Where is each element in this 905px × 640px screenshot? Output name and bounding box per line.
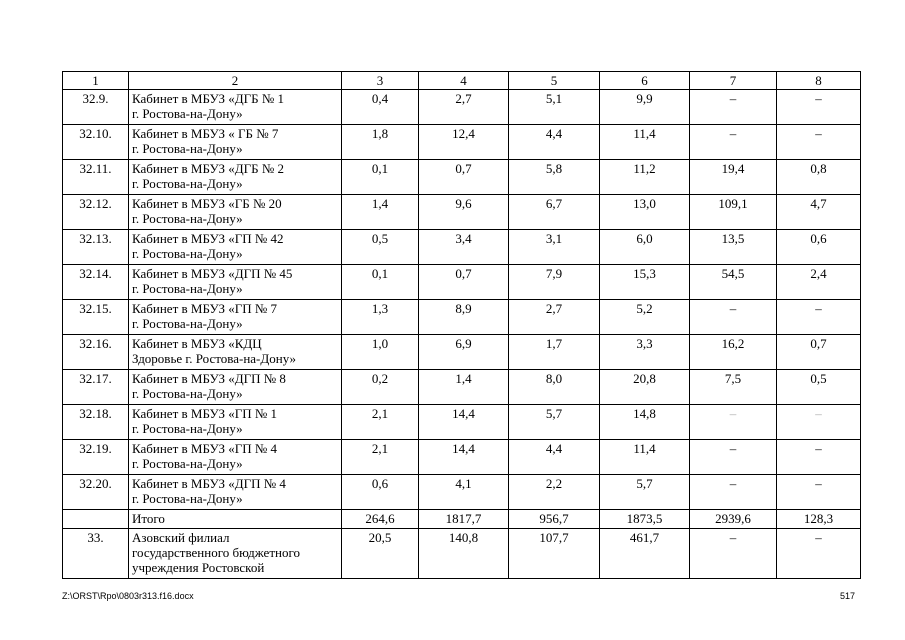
cell-value-4: 8,9 xyxy=(419,300,509,335)
cell-value-8: 2,4 xyxy=(777,265,861,300)
cell-name-line: г. Ростова-на-Дону» xyxy=(132,421,243,436)
cell-value-3: 20,5 xyxy=(342,529,419,579)
cell-value-5: 6,7 xyxy=(509,195,600,230)
column-header: 4 xyxy=(419,72,509,90)
cell-value-8: 128,3 xyxy=(777,510,861,529)
cell-name xyxy=(129,300,342,335)
cell-value-8: – xyxy=(777,440,861,475)
cell-value-3: 0,1 xyxy=(342,160,419,195)
cell-value-6: 9,9 xyxy=(600,90,690,125)
cell-number: 32.20. xyxy=(63,475,129,510)
cell-value-4: 0,7 xyxy=(419,265,509,300)
cell-value-5: 956,7 xyxy=(509,510,600,529)
cell-name-line: Кабинет в МБУЗ «ГП № 1 xyxy=(132,406,278,421)
cell-value-5: 5,8 xyxy=(509,160,600,195)
cell-value-7: 19,4 xyxy=(690,160,777,195)
cell-value-3: 0,4 xyxy=(342,90,419,125)
cell-name-line: Азовский филиал xyxy=(132,530,230,545)
cell-value-6: 11,4 xyxy=(600,125,690,160)
cell-name xyxy=(129,405,342,440)
cell-value-6: 11,2 xyxy=(600,160,690,195)
table-row xyxy=(63,195,861,230)
cell-name-line: г. Ростова-на-Дону» xyxy=(132,281,243,296)
cell-name-line: Кабинет в МБУЗ «ГБ № 20 xyxy=(132,196,282,211)
cell-value-4: 0,7 xyxy=(419,160,509,195)
cell-value-3: 2,1 xyxy=(342,440,419,475)
cell-name-line: г. Ростова-на-Дону» xyxy=(132,386,243,401)
cell-value-8: – xyxy=(777,529,861,579)
cell-value-3: 1,8 xyxy=(342,125,419,160)
cell-name-line: г. Ростова-на-Дону» xyxy=(132,141,243,156)
cell-value-5: 5,1 xyxy=(509,90,600,125)
cell-name-line: Кабинет в МБУЗ «ДГБ № 1 xyxy=(132,91,285,106)
cell-value-5: 1,7 xyxy=(509,335,600,370)
cell-value-7: – xyxy=(690,90,777,125)
cell-name xyxy=(129,335,342,370)
cell-number: 32.11. xyxy=(63,160,129,195)
cell-value-4: 12,4 xyxy=(419,125,509,160)
cell-value-6: 5,2 xyxy=(600,300,690,335)
cell-value-5: 2,2 xyxy=(509,475,600,510)
column-header: 7 xyxy=(690,72,777,90)
cell-name-line: г. Ростова-на-Дону» xyxy=(132,106,243,121)
table-total-row xyxy=(63,510,861,529)
cell-name xyxy=(129,160,342,195)
cell-name xyxy=(129,125,342,160)
cell-value-4: 4,1 xyxy=(419,475,509,510)
cell-name-line: Кабинет в МБУЗ «ДГП № 45 xyxy=(132,266,293,281)
cell-value-3: 1,3 xyxy=(342,300,419,335)
cell-value-3: 0,5 xyxy=(342,230,419,265)
cell-value-4: 2,7 xyxy=(419,90,509,125)
cell-name xyxy=(129,440,342,475)
table-row xyxy=(63,475,861,510)
cell-number: 32.18. xyxy=(63,405,129,440)
cell-name xyxy=(129,265,342,300)
column-header: 1 xyxy=(63,72,129,90)
cell-value-7: – xyxy=(690,440,777,475)
cell-value-7: – xyxy=(690,475,777,510)
cell-value-4: 6,9 xyxy=(419,335,509,370)
cell-value-3: 0,2 xyxy=(342,370,419,405)
cell-number: 33. xyxy=(63,529,129,579)
column-header: 8 xyxy=(777,72,861,90)
cell-value-5: 4,4 xyxy=(509,440,600,475)
cell-value-5: 2,7 xyxy=(509,300,600,335)
column-header: 2 xyxy=(129,72,342,90)
cell-value-8: 0,7 xyxy=(777,335,861,370)
cell-value-5: 7,9 xyxy=(509,265,600,300)
table-row xyxy=(63,440,861,475)
table-row xyxy=(63,125,861,160)
cell-name-line: Итого xyxy=(132,511,165,526)
column-header: 3 xyxy=(342,72,419,90)
cell-value-6: 20,8 xyxy=(600,370,690,405)
cell-name-line: Кабинет в МБУЗ «ГП № 7 xyxy=(132,301,278,316)
cell-number: 32.16. xyxy=(63,335,129,370)
cell-value-8: – xyxy=(777,300,861,335)
cell-value-8: 0,6 xyxy=(777,230,861,265)
cell-value-3: 0,1 xyxy=(342,265,419,300)
cell-name-line: государственного бюджетного xyxy=(132,545,300,560)
cell-name-line: Кабинет в МБУЗ «ДГП № 4 xyxy=(132,476,286,491)
cell-name xyxy=(129,230,342,265)
cell-value-7: – xyxy=(690,529,777,579)
cell-number: 32.12. xyxy=(63,195,129,230)
table-row xyxy=(63,405,861,440)
table-header-row xyxy=(63,72,861,90)
cell-name-line: Кабинет в МБУЗ « ГБ № 7 xyxy=(132,126,279,141)
cell-number: 32.19. xyxy=(63,440,129,475)
cell-number: 32.17. xyxy=(63,370,129,405)
cell-value-8: – xyxy=(777,90,861,125)
cell-name-line: г. Ростова-на-Дону» xyxy=(132,316,243,331)
cell-value-3: 1,4 xyxy=(342,195,419,230)
table-row xyxy=(63,300,861,335)
cell-value-4: 9,6 xyxy=(419,195,509,230)
cell-value-5: 8,0 xyxy=(509,370,600,405)
table-row xyxy=(63,529,861,579)
cell-value-6: 5,7 xyxy=(600,475,690,510)
cell-name xyxy=(129,195,342,230)
cell-value-5: 5,7 xyxy=(509,405,600,440)
cell-name-line: Кабинет в МБУЗ «ГП № 4 xyxy=(132,441,278,456)
table-row xyxy=(63,335,861,370)
cell-name xyxy=(129,529,342,579)
cell-name-line: г. Ростова-на-Дону» xyxy=(132,491,243,506)
cell-value-8: – xyxy=(777,405,861,440)
column-header: 6 xyxy=(600,72,690,90)
cell-name xyxy=(129,510,342,529)
cell-name xyxy=(129,475,342,510)
cell-number: 32.14. xyxy=(63,265,129,300)
cell-value-8: – xyxy=(777,125,861,160)
cell-value-7: 54,5 xyxy=(690,265,777,300)
cell-number: 32.9. xyxy=(63,90,129,125)
cell-name-line: Кабинет в МБУЗ «КДЦ xyxy=(132,336,262,351)
cell-value-4: 1817,7 xyxy=(419,510,509,529)
document-path: Z:\ORST\Rpo\0803r313.f16.docx xyxy=(62,591,194,601)
page-number: 517 xyxy=(840,591,856,601)
data-table xyxy=(62,71,861,579)
cell-value-4: 14,4 xyxy=(419,440,509,475)
cell-value-8: – xyxy=(777,475,861,510)
cell-value-4: 140,8 xyxy=(419,529,509,579)
cell-value-7: 2939,6 xyxy=(690,510,777,529)
cell-number xyxy=(63,510,129,529)
cell-name-line: г. Ростова-на-Дону» xyxy=(132,211,243,226)
cell-value-3: 264,6 xyxy=(342,510,419,529)
cell-value-3: 0,6 xyxy=(342,475,419,510)
cell-value-4: 1,4 xyxy=(419,370,509,405)
table-row xyxy=(63,230,861,265)
cell-value-7: – xyxy=(690,405,777,440)
cell-name-line: Кабинет в МБУЗ «ДГП № 8 xyxy=(132,371,286,386)
cell-value-3: 1,0 xyxy=(342,335,419,370)
cell-name xyxy=(129,90,342,125)
cell-value-4: 14,4 xyxy=(419,405,509,440)
cell-value-8: 0,8 xyxy=(777,160,861,195)
cell-value-7: 7,5 xyxy=(690,370,777,405)
cell-value-7: 109,1 xyxy=(690,195,777,230)
cell-number: 32.13. xyxy=(63,230,129,265)
cell-value-6: 11,4 xyxy=(600,440,690,475)
cell-value-8: 4,7 xyxy=(777,195,861,230)
cell-name-line: г. Ростова-на-Дону» xyxy=(132,246,243,261)
cell-value-5: 107,7 xyxy=(509,529,600,579)
cell-value-6: 1873,5 xyxy=(600,510,690,529)
cell-value-6: 3,3 xyxy=(600,335,690,370)
table-row xyxy=(63,370,861,405)
cell-name-line: Здоровье г. Ростова-на-Дону» xyxy=(132,351,297,366)
cell-value-6: 13,0 xyxy=(600,195,690,230)
cell-name-line: г. Ростова-на-Дону» xyxy=(132,456,243,471)
column-header: 5 xyxy=(509,72,600,90)
cell-value-7: – xyxy=(690,125,777,160)
cell-value-6: 6,0 xyxy=(600,230,690,265)
table-row xyxy=(63,90,861,125)
cell-value-5: 4,4 xyxy=(509,125,600,160)
cell-number: 32.15. xyxy=(63,300,129,335)
cell-name-line: учреждения Ростовской xyxy=(132,560,265,575)
cell-name-line: Кабинет в МБУЗ «ДГБ № 2 xyxy=(132,161,285,176)
cell-value-5: 3,1 xyxy=(509,230,600,265)
table-row xyxy=(63,160,861,195)
cell-value-7: – xyxy=(690,300,777,335)
cell-name-line: г. Ростова-на-Дону» xyxy=(132,176,243,191)
cell-value-7: 13,5 xyxy=(690,230,777,265)
cell-value-4: 3,4 xyxy=(419,230,509,265)
cell-value-6: 461,7 xyxy=(600,529,690,579)
cell-name xyxy=(129,370,342,405)
cell-number: 32.10. xyxy=(63,125,129,160)
cell-name-line: Кабинет в МБУЗ «ГП № 42 xyxy=(132,231,284,246)
cell-value-3: 2,1 xyxy=(342,405,419,440)
cell-value-8: 0,5 xyxy=(777,370,861,405)
table-row xyxy=(63,265,861,300)
cell-value-7: 16,2 xyxy=(690,335,777,370)
cell-value-6: 14,8 xyxy=(600,405,690,440)
cell-value-6: 15,3 xyxy=(600,265,690,300)
